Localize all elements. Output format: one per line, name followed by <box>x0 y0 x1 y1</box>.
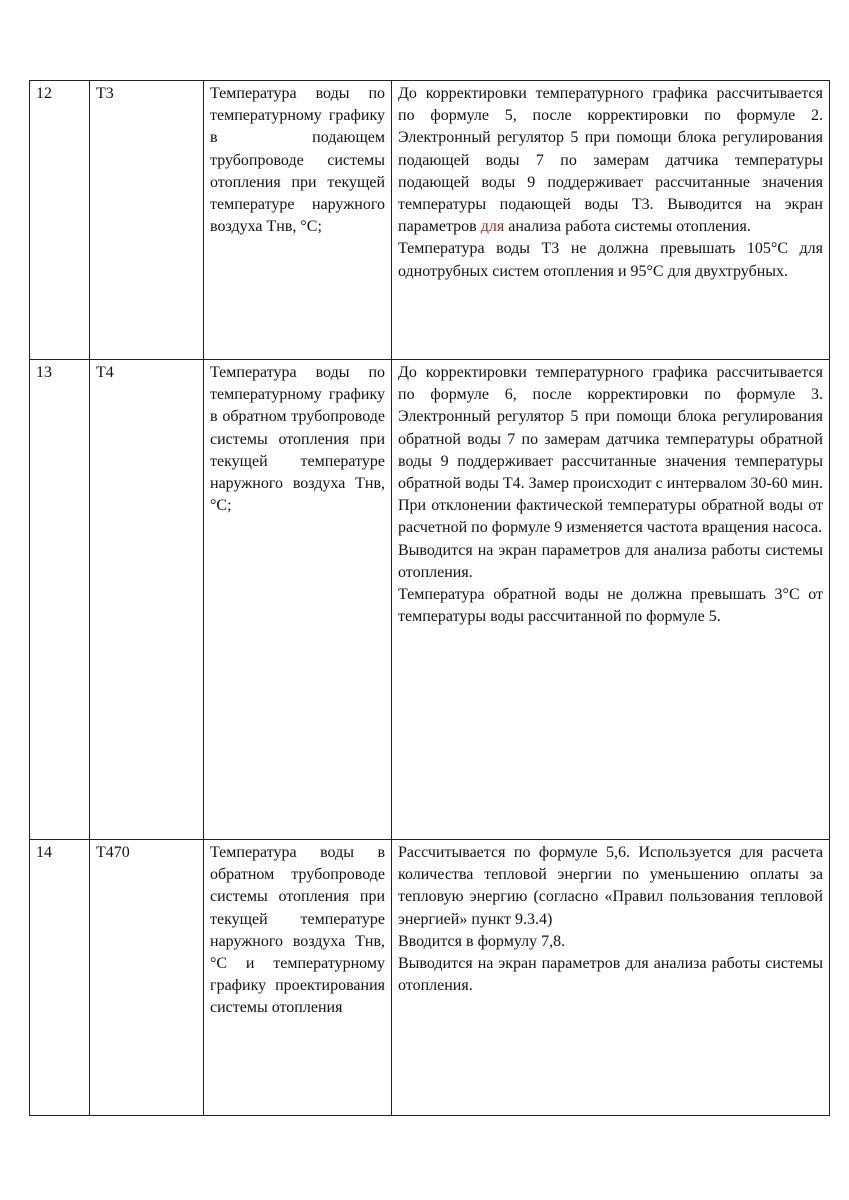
parameter-description <box>392 360 830 840</box>
parameter-name <box>204 81 392 360</box>
parameter-name-text: Температура воды в обратном трубопроводе системы отопления при текущей температуре наружного воздуха Тнв, °С и температурному графику проектирования системы отопления <box>210 844 385 1017</box>
parameter-name-text: Температура воды по температурному графику в обратном трубопроводе системы отопления при текущей температуре наружного воздуха Тнв, °С; <box>210 364 385 515</box>
row-number: 13 <box>30 360 90 840</box>
description-text: До корректировки температурного графика рассчитывается по формуле 5, после корректировки по формуле 2. Электронный регулятор 5 при помощи блока регулирования подающей воды 7 по замерам датчика температуры подающей воды 9 поддерживает рассчитанные значения температуры подающей воды Т3. Выводится на экран параметров <box>398 85 823 236</box>
parameter-code: Т3 <box>90 81 204 360</box>
parameter-code: Т4 <box>90 360 204 840</box>
table-row <box>30 840 830 1116</box>
description-paragraph: Рассчитывается по формуле 5,6. Используется для расчета количества тепловой энергии по уменьшению оплаты за тепловую энергию (согласно «Правил пользования тепловой энергией» пункт 9.3.4) <box>398 844 823 928</box>
description-paragraph: Выводится на экран параметров для анализа работы системы отопления. <box>398 541 823 581</box>
description-paragraph: Температура обратной воды не должна превышать 3°С от температуры воды рассчитанной по формуле 5. <box>398 586 823 626</box>
highlighted-word: для <box>480 218 505 236</box>
description-paragraph: Выводится на экран параметров для анализа работы системы отопления. <box>398 955 823 995</box>
parameter-name <box>204 840 392 1116</box>
parameter-description <box>392 840 830 1116</box>
row-number: 14 <box>30 840 90 1116</box>
table-row <box>30 81 830 360</box>
description-paragraph: До корректировки температурного графика рассчитывается по формуле 6, после корректировки по формуле 3. Электронный регулятор 5 при помощи блока регулирования обратной воды 7 по замерам датчика температуры обратной воды 9 поддерживает рассчитанные значения температуры обратной воды Т4. Замер происходит с интервалом 30-60 мин. При отклонении фактической температуры обратной воды от расчетной по формуле 9 изменяется частота вращения насоса. <box>398 364 823 537</box>
description-paragraph: Температура воды Т3 не должна превышать 105°С для однотрубных систем отопления и 95°С для двухтрубных. <box>398 240 823 280</box>
parameter-description <box>392 81 830 360</box>
parameters-table <box>29 80 830 1116</box>
row-number: 12 <box>30 81 90 360</box>
parameter-name <box>204 360 392 840</box>
description-paragraph <box>398 83 823 238</box>
table-row <box>30 360 830 840</box>
parameter-name-text: Температура воды по температурному графику в подающем трубопроводе системы отопления при текущей температуре наружного воздуха Тнв, °С; <box>210 85 385 236</box>
description-text: анализа работа системы отопления. <box>504 218 751 236</box>
description-paragraph: Вводится в формулу 7,8. <box>398 932 566 950</box>
parameter-code: Т470 <box>90 840 204 1116</box>
